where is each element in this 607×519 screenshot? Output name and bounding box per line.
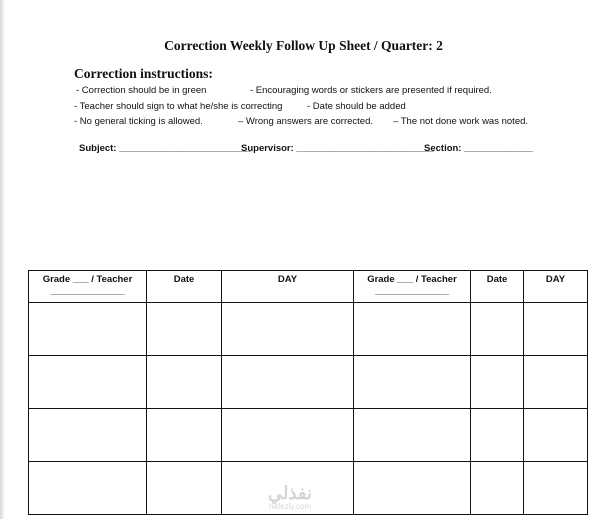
instruction-item: - Encouraging words or stickers are presented if required. <box>250 85 492 96</box>
table-header-row <box>29 271 588 303</box>
header-date <box>147 271 222 303</box>
instruction-item: - No general ticking is allowed. <box>74 116 203 127</box>
header-day <box>524 271 588 303</box>
header-label: Date <box>486 274 508 285</box>
table-cell[interactable] <box>147 462 222 515</box>
instruction-item: - Date should be added <box>307 101 406 112</box>
watermark-logo <box>268 484 312 511</box>
table-cell[interactable] <box>29 303 147 356</box>
header-label: DAY <box>545 274 566 285</box>
header-grade-teacher <box>354 271 471 303</box>
follow-up-table <box>28 270 588 515</box>
table-cell[interactable] <box>222 409 354 462</box>
table-cell[interactable] <box>147 409 222 462</box>
table-cell[interactable] <box>222 356 354 409</box>
table-row <box>29 409 588 462</box>
subject-field: Subject: _________________________ <box>79 143 252 154</box>
table-cell[interactable] <box>524 303 588 356</box>
table-cell[interactable] <box>354 303 471 356</box>
instruction-item: - Correction should be in green <box>76 85 207 96</box>
table-row <box>29 356 588 409</box>
header-label: Grade ___ / Teacher <box>367 274 457 285</box>
table-cell[interactable] <box>524 356 588 409</box>
header-label: Date <box>173 274 195 285</box>
page-edge-shadow <box>0 0 5 519</box>
header-underline: ______________ <box>375 286 449 297</box>
table-cell[interactable] <box>222 303 354 356</box>
header-date <box>471 271 524 303</box>
header-underline: ______________ <box>50 286 125 297</box>
header-grade-teacher <box>29 271 147 303</box>
table-row <box>29 303 588 356</box>
table-cell[interactable] <box>354 409 471 462</box>
table-cell[interactable] <box>524 462 588 515</box>
table-cell[interactable] <box>524 409 588 462</box>
header-day <box>222 271 354 303</box>
header-label: DAY <box>277 274 298 285</box>
supervisor-field: Supervisor: __________________________ <box>241 143 434 154</box>
table-cell[interactable] <box>354 462 471 515</box>
watermark-arabic: نفذلي <box>268 483 313 503</box>
instruction-item: - Teacher should sign to what he/she is correcting <box>74 101 283 112</box>
watermark-latin: nafezly.com <box>268 502 312 511</box>
table-cell[interactable] <box>29 409 147 462</box>
table-cell[interactable] <box>471 303 524 356</box>
section-field: Section: _____________ <box>424 143 533 154</box>
table-cell[interactable] <box>471 356 524 409</box>
table-cell[interactable] <box>29 462 147 515</box>
instructions-heading: Correction instructions: <box>74 66 213 81</box>
instruction-item: – The not done work was noted. <box>393 116 529 127</box>
instruction-item: – Wrong answers are corrected. <box>238 116 373 127</box>
table-cell[interactable] <box>471 409 524 462</box>
header-label: Grade ___ / Teacher <box>42 274 133 285</box>
table-cell[interactable] <box>29 356 147 409</box>
page-title: Correction Weekly Follow Up Sheet / Quarter: 2 <box>164 38 443 53</box>
table-cell[interactable] <box>147 356 222 409</box>
table-cell[interactable] <box>147 303 222 356</box>
table-cell[interactable] <box>471 462 524 515</box>
table-cell[interactable] <box>354 356 471 409</box>
